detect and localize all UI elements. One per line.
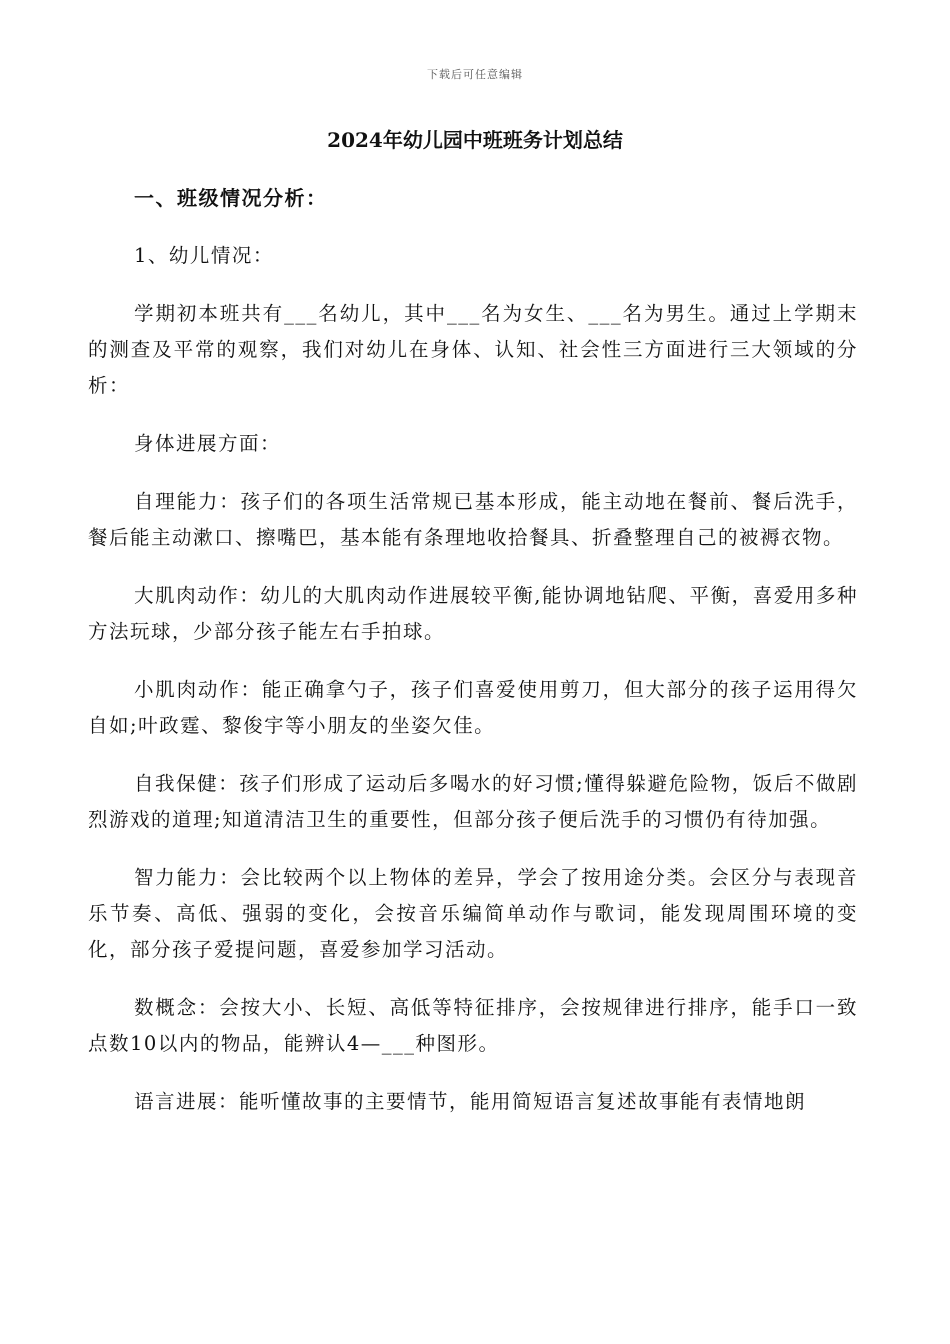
- paragraph-language: 语言进展：能听懂故事的主要情节，能用简短语言复述故事能有表情地朗: [134, 1090, 807, 1113]
- paragraph-self-care: 自理能力：孩子们的各项生活常规已基本形成，能主动地在餐前、餐后洗手，餐后能主动漱口、擦嘴巴，基本能有条理地收拾餐具、折叠整理自己的被褥衣物。: [88, 490, 858, 549]
- subsection-heading: 1、幼儿情况：: [134, 244, 274, 267]
- paragraph-gross-motor: 大肌肉动作：幼儿的大肌肉动作进展较平衡,能协调地钻爬、平衡，喜爱用多种方法玩球，少部分孩子能左右手拍球。: [88, 584, 858, 643]
- paragraph-class-overview: 学期初本班共有___名幼儿，其中___名为女生、___名为男生。通过上学期末的测查及平常的观察，我们对幼儿在身体、认知、社会性三方面进行三大领域的分析：: [88, 302, 858, 397]
- document-title: 2024年幼儿园中班班务计划总结: [327, 128, 623, 152]
- header-note: 下载后可任意编辑: [427, 68, 523, 81]
- document-body: [88, 180, 858, 1142]
- paragraph-physical-heading: 身体进展方面：: [134, 432, 282, 455]
- paragraph-fine-motor: 小肌肉动作：能正确拿勺子，孩子们喜爱使用剪刀，但大部分的孩子运用得欠自如;叶政霆、黎俊宇等小朋友的坐姿欠佳。: [88, 678, 858, 737]
- paragraph-number-concept: 数概念：会按大小、长短、高低等特征排序，会按规律进行排序，能手口一致点数10以内的物品，能辨认4—___种图形。: [88, 996, 858, 1055]
- paragraph-intellect: 智力能力：会比较两个以上物体的差异，学会了按用途分类。会区分与表现音乐节奏、高低、强弱的变化，会按音乐编简单动作与歌词，能发现周围环境的变化，部分孩子爱提问题，喜爱参加学习活动。: [88, 866, 858, 961]
- paragraph-self-health: 自我保健：孩子们形成了运动后多喝水的好习惯;懂得躲避危险物，饭后不做剧烈游戏的道理;知道清洁卫生的重要性，但部分孩子便后洗手的习惯仍有待加强。: [88, 772, 858, 831]
- section-heading: 一、班级情况分析：: [134, 186, 328, 210]
